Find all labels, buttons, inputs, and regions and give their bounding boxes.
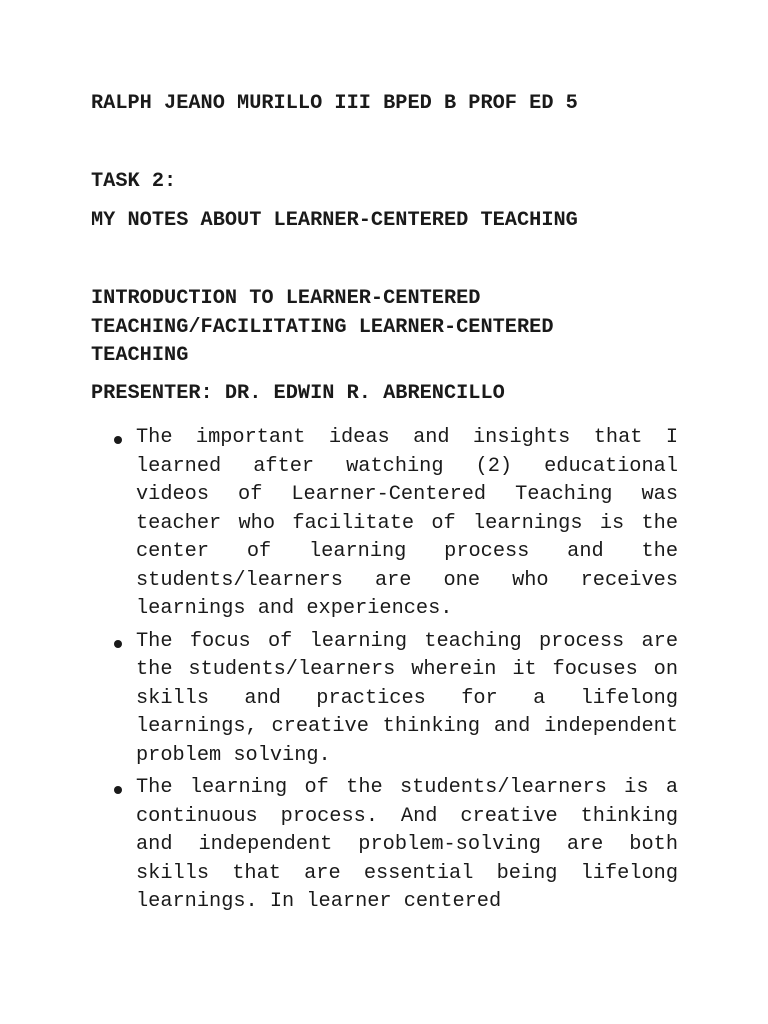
bullet-icon	[114, 786, 122, 794]
list-item	[91, 774, 678, 917]
list-item	[91, 424, 678, 624]
notes-title: MY NOTES ABOUT LEARNER-CENTERED TEACHING	[91, 209, 578, 232]
notes-list	[91, 424, 678, 921]
bullet-icon	[114, 640, 122, 648]
list-item	[91, 628, 678, 771]
section-title: INTRODUCTION TO LEARNER-CENTERED TEACHING/FACILITATING LEARNER-CENTERED TEACHING	[91, 287, 566, 367]
author-line: RALPH JEANO MURILLO III BPED B PROF ED 5	[91, 92, 578, 115]
task-label: TASK 2:	[91, 170, 177, 193]
list-item-text: The focus of learning teaching process are the students/learners wherein it focuses on skills and practices for a lifelong learnings, creative thinking and independent problem solving.	[136, 629, 678, 767]
list-item-text: The learning of the students/learners is a continuous process. And creative thinking and independent problem-solving are both skills that are essential being lifelong learnings. In learner centered	[136, 776, 678, 913]
bullet-icon	[114, 436, 122, 444]
list-item-text: The important ideas and insights that I learned after watching (2) educational videos of Learner-Centered Teaching was teacher who facilitate of learnings is the center of learning process and the students/learners are one who receives learnings and experiences.	[136, 426, 678, 620]
presenter-line: PRESENTER: DR. EDWIN R. ABRENCILLO	[91, 382, 505, 405]
